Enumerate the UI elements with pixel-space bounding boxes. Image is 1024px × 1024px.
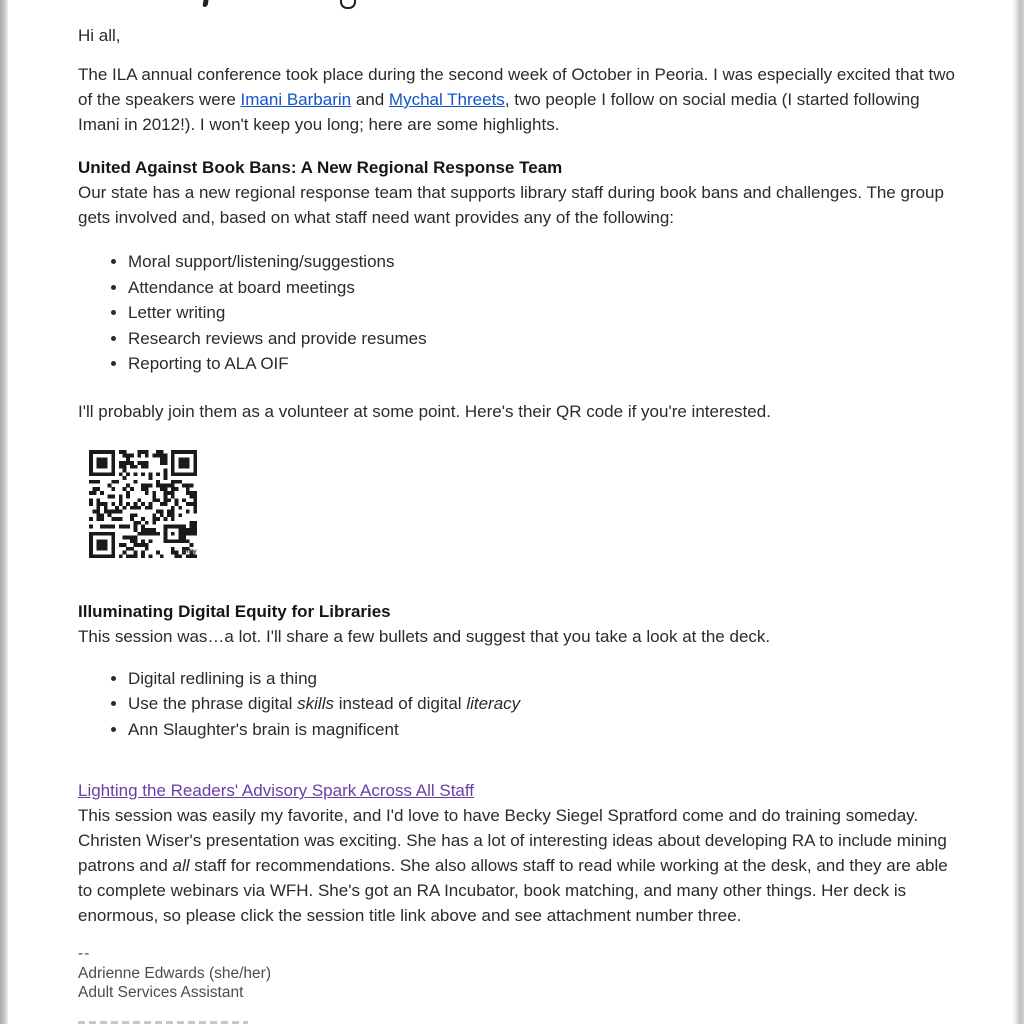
email-blocks: [78, 62, 964, 928]
inline-link[interactable]: Imani Barbarin: [240, 90, 352, 109]
bullet-item: [128, 351, 964, 377]
bitly-watermark: bitly: [182, 547, 197, 555]
section-heading: Illuminating Digital Equity for Libraries: [78, 601, 391, 621]
text-segment: literacy: [466, 694, 521, 713]
session-title-link[interactable]: Lighting the Readers' Advisory Spark Across All Staff: [78, 781, 475, 800]
bullet-item: [128, 326, 964, 352]
text-segment: Letter writing: [128, 303, 226, 322]
signature: [78, 944, 964, 1003]
text-segment: This session was…a lot. I'll share a few bullets and suggest that you take a look at the deck.: [78, 626, 771, 646]
bullet-list: [78, 666, 964, 743]
page-edge-left: [0, 0, 8, 1024]
bullet-item: [128, 249, 964, 275]
text-segment: The ILA annual conference took place during the second week of October in Peoria. I was especially excited that two of the speakers were: [78, 65, 955, 109]
signature-divider: --: [78, 945, 91, 962]
text-segment: Attendance at board meetings: [128, 277, 355, 297]
email-body: [78, 0, 964, 1003]
paragraph: [78, 803, 964, 928]
text-segment: Moral support/listening/suggestions: [128, 252, 395, 271]
bullet-item: [128, 691, 964, 717]
bullet-item: [128, 666, 964, 692]
signature-title: Adult Services Assistant: [78, 984, 244, 1001]
page-edge-right: [1012, 0, 1024, 1024]
inline-link[interactable]: Mychal Threets: [388, 90, 505, 109]
text-segment: Reporting to ALA OIF: [128, 354, 289, 373]
bullet-item: [128, 717, 964, 743]
bullet-item: [128, 300, 964, 326]
text-segment: Ann Slaughter's brain is magnificent: [128, 719, 399, 739]
text-segment: all: [172, 856, 190, 875]
text-segment: staff for recommendations. She also allows staff to read while working at the desk, and they are able to complete webinars via WFH. She's got an RA Incubator, book matching, and many other things. Her deck is enormous, so please click the session title link above and see attachment number three.: [78, 856, 948, 925]
bullet-item: [128, 275, 964, 301]
text-segment: instead of digital: [334, 694, 467, 713]
paragraph: [78, 399, 964, 424]
section-heading: United Against Book Bans: A New Regional Response Team: [78, 158, 563, 177]
bullet-list: [78, 249, 964, 377]
text-segment: skills: [297, 694, 334, 713]
text-segment: This session was easily my favorite, and I'd love to have Becky Siegel Spratford come and do training someday. Christen Wiser's presentation was exciting. She has a lot of interesting ideas about developing RA to include mining patrons and: [78, 806, 947, 875]
paragraph: [78, 62, 964, 137]
text-segment: and: [351, 90, 389, 109]
paragraph: [78, 624, 964, 649]
text-segment: Our state has a new regional response team that supports library staff during book bans and challenges. The group gets involved and, based on what staff need want provides any of the following:: [78, 183, 944, 227]
paragraph: [78, 180, 964, 230]
qr-row: [78, 450, 964, 558]
qr-code[interactable]: [89, 450, 197, 558]
text-segment: , two people I follow on social media (I started following Imani in 2012!). I won't keep you long; here are some highlights.: [78, 90, 920, 134]
greeting: Hi all,: [78, 26, 121, 45]
text-segment: I'll probably join them as a volunteer at some point. Here's their QR code if you're interested.: [78, 401, 771, 421]
paragraph: [78, 778, 964, 803]
text-segment: Research reviews and provide resumes: [128, 328, 427, 348]
text-segment: Use the phrase digital: [128, 694, 298, 713]
signature-name: Adrienne Edwards (she/her): [78, 964, 271, 982]
text-segment: Digital redlining is a thing: [128, 668, 317, 688]
